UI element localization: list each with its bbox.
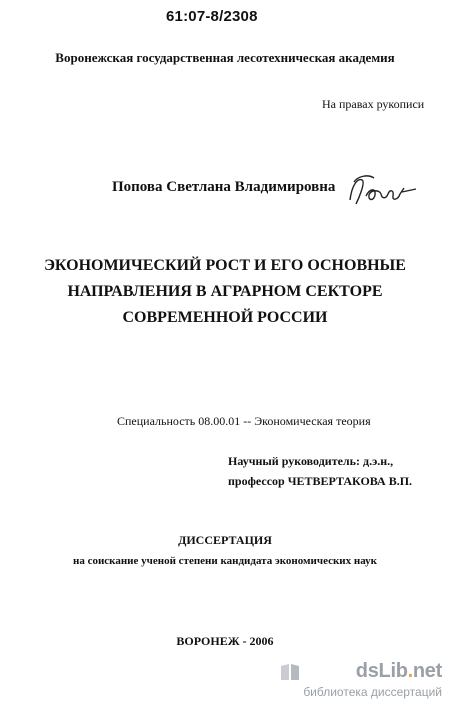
title-line: СОВРЕМЕННОЙ РОССИИ	[122, 309, 328, 326]
dissertation-title	[0, 253, 450, 331]
title-line: ЭКОНОМИЧЕСКИЙ РОСТ И ЕГО ОСНОВНЫЕ	[44, 257, 406, 274]
document-type-heading: ДИССЕРТАЦИЯ	[178, 533, 272, 547]
supervisor-name: профессор ЧЕТВЕРТАКОВА В.П.	[228, 474, 413, 488]
degree-purpose: на соискание ученой степени кандидата экономических наук	[72, 555, 378, 567]
academy-name: Воронежская государственная лесотехническая академия	[55, 50, 395, 65]
city-year: ВОРОНЕЖ - 2006	[176, 634, 274, 648]
handwritten-signature	[344, 170, 424, 212]
watermark-logo: dsLib.net	[355, 660, 442, 682]
supervisor-degree: Научный руководитель: д.э.н.,	[228, 454, 394, 468]
specialty-line: Специальность 08.00.01 -- Экономическая теория	[117, 414, 371, 428]
manuscript-rights-note: На правах рукописи	[322, 97, 425, 111]
dslib-watermark[interactable]	[303, 660, 442, 699]
title-line: НАПРАВЛЕНИЯ В АГРАРНОМ СЕКТОРЕ	[67, 283, 383, 300]
watermark-subtitle: библиотека диссертаций	[303, 685, 442, 699]
book-icon	[279, 662, 301, 682]
author-name: Попова Светлана Владимировна	[112, 179, 336, 195]
scientific-supervisor	[228, 451, 412, 491]
archive-stamp: 61:07-8/2308	[166, 8, 258, 25]
